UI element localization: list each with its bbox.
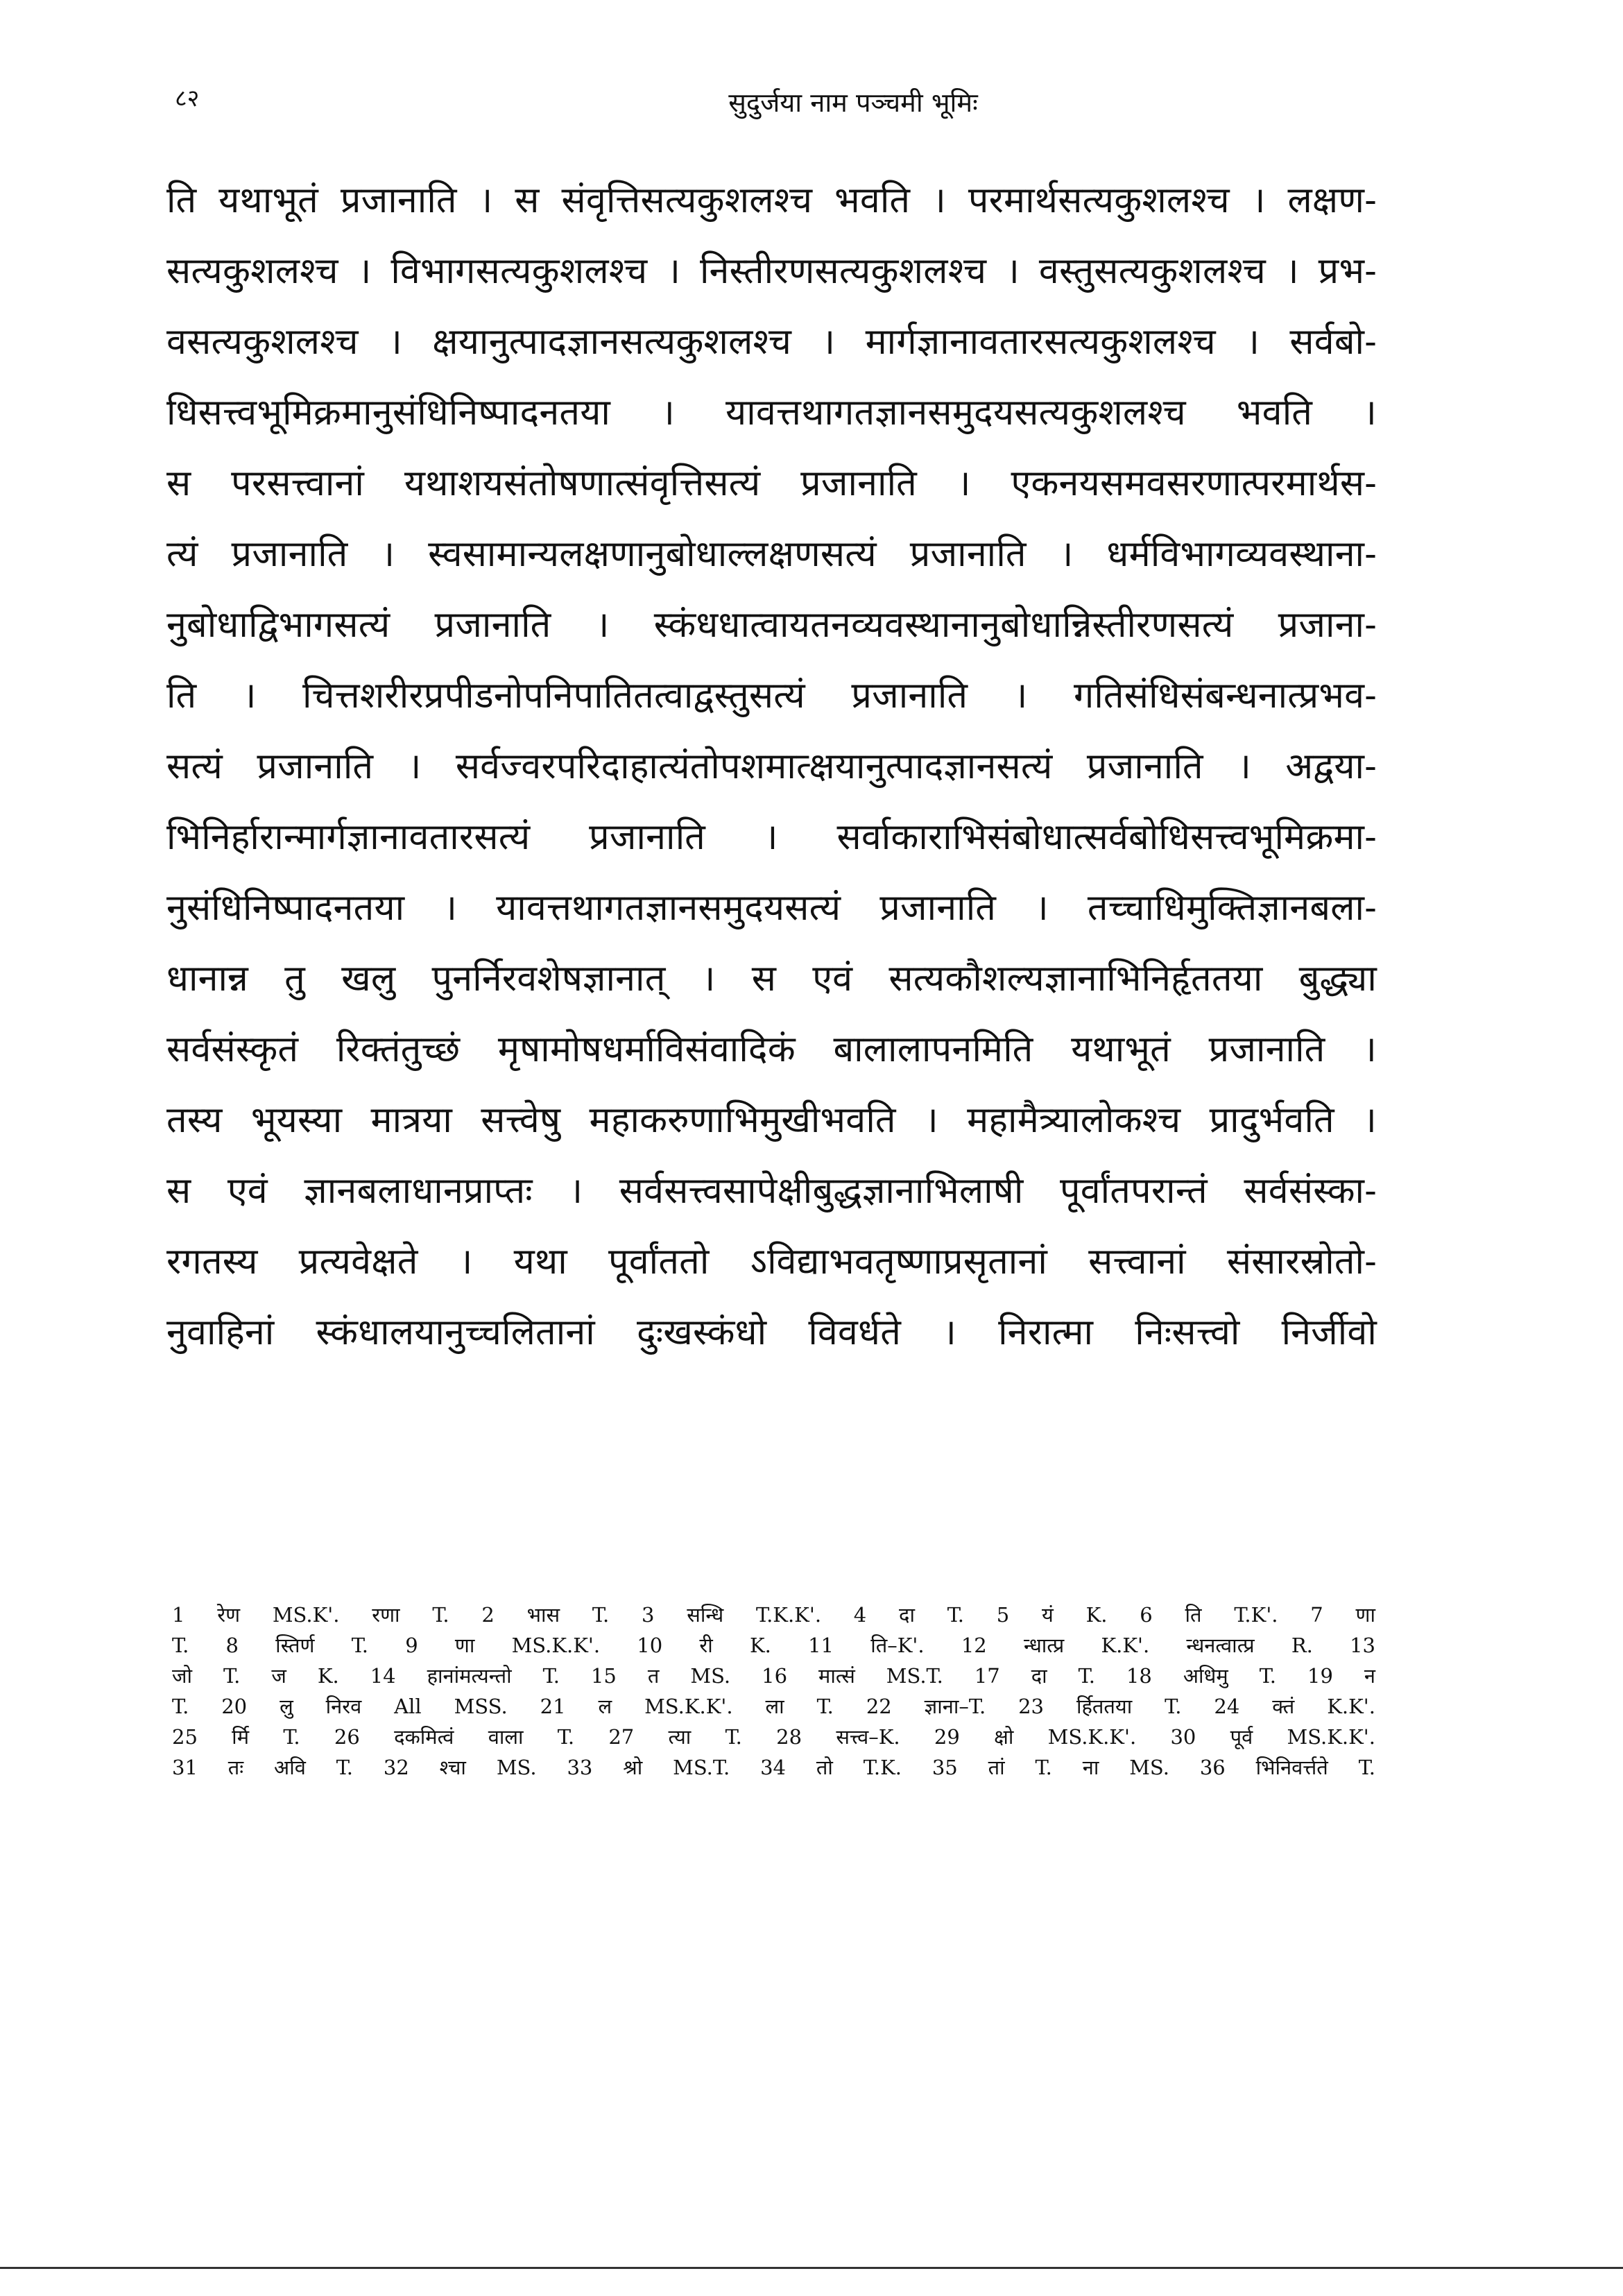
footnote-line: 1 रेण MS.K'. रणा T. 2 भास T. 3 सन्धि T.K.K'. 4 दा T. 5 यं K. 6 ति T.K'. 7 णा [172, 1603, 1375, 1627]
text-line: नुबोधाद्विभागसत्यं प्रजानाति । स्कंधधात्वायतनव्यवस्थानानुबोधान्निस्तीरणसत्यं प्रजाना- [166, 604, 1377, 646]
text-line: भिनिर्हारान्मार्गज्ञानावतारसत्यं प्रजानाति । सर्वाकाराभिसंबोधात्सर्वबोधिसत्त्वभूमिक्रमा- [166, 816, 1377, 858]
text-line: नुवाहिनां स्कंधालयानुच्चलितानां दुःखस्कंधो विवर्धते । निरात्मा निःसत्त्वो निर्जीवो [166, 1312, 1377, 1353]
text-line: ति । चित्तशरीरप्रपीडनोपनिपातितत्वाद्वस्तुसत्यं प्रजानाति । गतिसंधिसंबन्धनात्प्रभव- [166, 675, 1377, 717]
footnote-line: T. 8 स्तिर्ण T. 9 णा MS.K.K'. 10 री K. 11 ति–K'. 12 न्धात्प्र K.K'. न्धनत्वात्प्र R. 13 [172, 1634, 1375, 1657]
main-text-block [166, 165, 1377, 1368]
text-line: धिसत्त्वभूमिक्रमानुसंधिनिष्पादनतया । यावत्तथागतज्ञानसमुदयसत्यकुशलश्च भवति । [166, 392, 1377, 434]
text-line: नुसंधिनिष्पादनतया । यावत्तथागतज्ञानसमुदयसत्यं प्रजानाति । तच्चाधिमुक्तिज्ञानबला- [166, 887, 1377, 929]
text-line: त्यं प्रजानाति । स्वसामान्यलक्षणानुबोधाल्लक्षणसत्यं प्रजानाति । धर्मविभागव्यवस्थाना- [166, 533, 1377, 575]
text-line: स एवं ज्ञानबलाधानप्राप्तः । सर्वसत्त्वसापेक्षीबुद्धज्ञानाभिलाषी पूर्वांतपरान्तं सर्वसंस्का- [166, 1170, 1377, 1212]
text-line: वसत्यकुशलश्च । क्षयानुत्पादज्ञानसत्यकुशलश्च । मार्गज्ञानावतारसत्यकुशलश्च । सर्वबो- [166, 321, 1377, 363]
footnote-line: 25 र्मि T. 26 दकमित्वं वाला T. 27 त्या T. 28 सत्त्व–K. 29 क्षो MS.K.K'. 30 पूर्व MS.K.K'. [172, 1725, 1375, 1749]
page-number: ८२ [175, 85, 200, 112]
bottom-rule [0, 2267, 1623, 2269]
text-line: सत्यकुशलश्च । विभागसत्यकुशलश्च । निस्तीरणसत्यकुशलश्च । वस्तुसत्यकुशलश्च । प्रभ- [166, 250, 1377, 292]
footnote-line: 31 तः अवि T. 32 श्चा MS. 33 श्रो MS.T. 34 तो T.K. 35 तां T. ना MS. 36 भिनिवर्त्तते T. [172, 1756, 1375, 1779]
text-line: तस्य भूयस्या मात्रया सत्त्वेषु महाकरुणाभिमुखीभवति । महामैत्र्यालोकश्च प्रादुर्भवति । [166, 1099, 1377, 1141]
running-title: सुदुर्जया नाम पञ्चमी भूमिः [728, 87, 978, 118]
footnotes-block [172, 1600, 1375, 1783]
text-line: सत्यं प्रजानाति । सर्वज्वरपरिदाहात्यंतोपशमात्क्षयानुत्पादज्ञानसत्यं प्रजानाति । अद्वया- [166, 746, 1377, 787]
footnote-line: जो T. ज K. 14 हानांमत्यन्तो T. 15 त MS. 16 मात्सं MS.T. 17 दा T. 18 अधिमु T. 19 न [172, 1664, 1375, 1688]
text-line: स परसत्त्वानां यथाशयसंतोषणात्संवृत्तिसत्यं प्रजानाति । एकनयसमवसरणात्परमार्थस- [166, 463, 1377, 504]
text-line: सर्वसंस्कृतं रिक्तंतुच्छं मृषामोषधर्माविसंवादिकं बालालापनमिति यथाभूतं प्रजानाति । [166, 1029, 1377, 1070]
text-line: रगतस्य प्रत्यवेक्षते । यथा पूर्वांततो ऽविद्याभवतृष्णाप्रसृतानां सत्त्वानां संसारस्रोतो- [166, 1241, 1377, 1283]
footnote-line: T. 20 लु निरव All MSS. 21 ल MS.K.K'. ला T. 22 ज्ञाना–T. 23 र्हिततया T. 24 क्तं K.K'. [172, 1695, 1375, 1718]
text-line: धानान्न तु खलु पुनर्निरवशेषज्ञानात् । स एवं सत्यकौशल्यज्ञानाभिनिर्हृततया बुद्ध्या [166, 958, 1377, 1000]
text-line: ति यथाभूतं प्रजानाति । स संवृत्तिसत्यकुशलश्च भवति । परमार्थसत्यकुशलश्च । लक्षण- [166, 180, 1377, 221]
